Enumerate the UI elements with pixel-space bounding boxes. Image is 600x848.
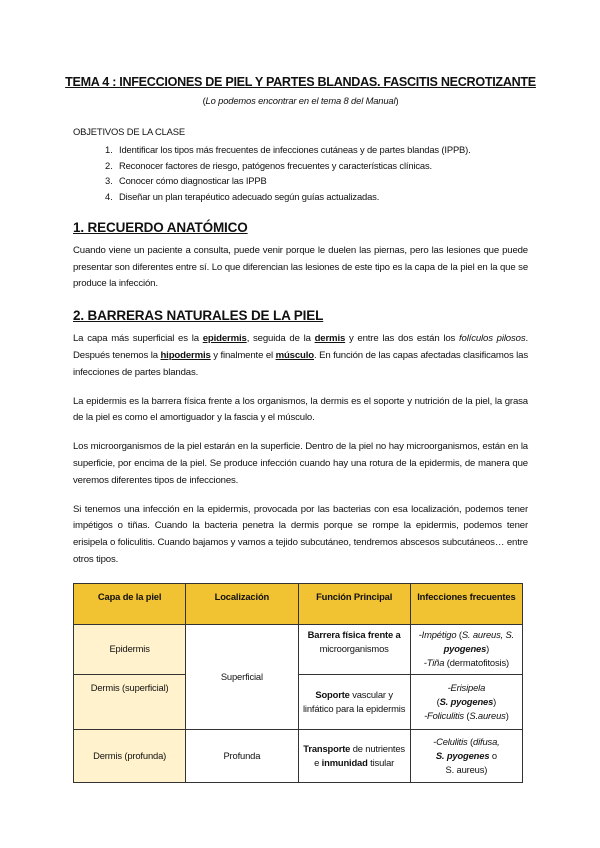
function-cell: Transporte de nutrientes e inmunidad tisular	[298, 729, 410, 782]
location-cell: Superficial	[186, 624, 298, 729]
objectives-list	[73, 142, 528, 205]
paragraph: Cuando viene un paciente a consulta, puede venir porque le duelen las piernas, pero las lesiones que puede presentar son diferentes entre sí. Lo que diferencian las lesiones de este tipo es la capa de la piel en la que se produce la infección.	[73, 244, 528, 290]
document-title: TEMA 4 : INFECCIONES DE PIEL Y PARTES BLANDAS. FASCITIS NECROTIZANTE	[65, 75, 536, 89]
table-header-row	[74, 583, 523, 624]
subtitle-text: Lo podemos encontrar en el tema 8 del Manual	[205, 95, 396, 106]
column-header: Infecciones frecuentes	[410, 583, 522, 624]
list-item: 1. Identificar los tipos más frecuentes de infecciones cutáneas y de partes blandas (IPPB).	[115, 142, 528, 158]
column-header: Función Principal	[298, 583, 410, 624]
section-heading: 1. RECUERDO ANATÓMICO	[73, 219, 248, 235]
section-heading: 2. BARRERAS NATURALES DE LA PIEL	[73, 308, 324, 324]
list-item: 3. Conocer cómo diagnosticar las IPPB	[115, 173, 528, 189]
paragraph: Si tenemos una infección en la epidermis, provocada por las bacterias con esa localización, podemos tener impétigos o tiñas. Cuando la bacteria penetra la dermis porque se rompe la epidermis, podemos tener erisipela o foliculitis. Cuando bajamos y vamos a tejido subcutáneo, tendremos abscesos subcutáneos… entre otros tipos.	[73, 503, 528, 565]
paragraph: La epidermis es la barrera física frente a los organismos, la dermis es el soporte y nutrición de la piel, la grasa de la piel es como el amortiguador y la fascia y el músculo.	[73, 395, 528, 424]
infections-cell: -Celulitis (difusa, S. pyogenes o S. aureus)	[410, 729, 522, 782]
paren: )	[395, 95, 399, 106]
infections-cell: -Erisipela (S. pyogenes) -Foliculitis (S.aureus)	[410, 674, 522, 729]
table-row	[74, 624, 523, 674]
paragraph: Los microorganismos de la piel estarán en la superficie. Dentro de la piel no hay microorganismos, están en la superficie, por encima de la piel. Se produce infección cuando hay una rotura de la epidermis, de manera que veremos diferentes tipos de infecciones.	[73, 441, 528, 486]
paragraph: La capa más superficial es la epidermis, seguida de la dermis y entre las dos están los folículos pilosos. Después tenemos la hipodermis y finalmente el músculo. En función de las capas afectadas clasificamos las infecciones de partes blandas.	[73, 333, 528, 378]
infections-cell: -Impétigo (S. aureus, S. pyogenes) -Tiña (dermatofitosis)	[410, 624, 522, 674]
layer-cell: Dermis (profunda)	[74, 729, 186, 782]
list-item: 4. Diseñar un plan terapéutico adecuado según guías actualizadas.	[115, 189, 528, 205]
paren: (	[202, 95, 206, 106]
subtitle	[73, 94, 528, 107]
layer-cell: Epidermis	[74, 624, 186, 674]
table-row	[74, 729, 523, 782]
column-header: Localización	[186, 583, 298, 624]
column-header: Capa de la piel	[74, 583, 186, 624]
layer-cell: Dermis (superficial)	[74, 674, 186, 729]
location-cell: Profunda	[186, 729, 298, 782]
skin-layers-table	[73, 583, 523, 783]
table-row	[74, 674, 523, 729]
objectives-heading: OBJETIVOS DE LA CLASE	[73, 126, 185, 137]
list-item: 2. Reconocer factores de riesgo, patógenos frecuentes y características clínicas.	[115, 158, 528, 174]
function-cell: Soporte vascular y linfático para la epidermis	[298, 674, 410, 729]
function-cell: Barrera física frente a microorganismos	[298, 624, 410, 674]
